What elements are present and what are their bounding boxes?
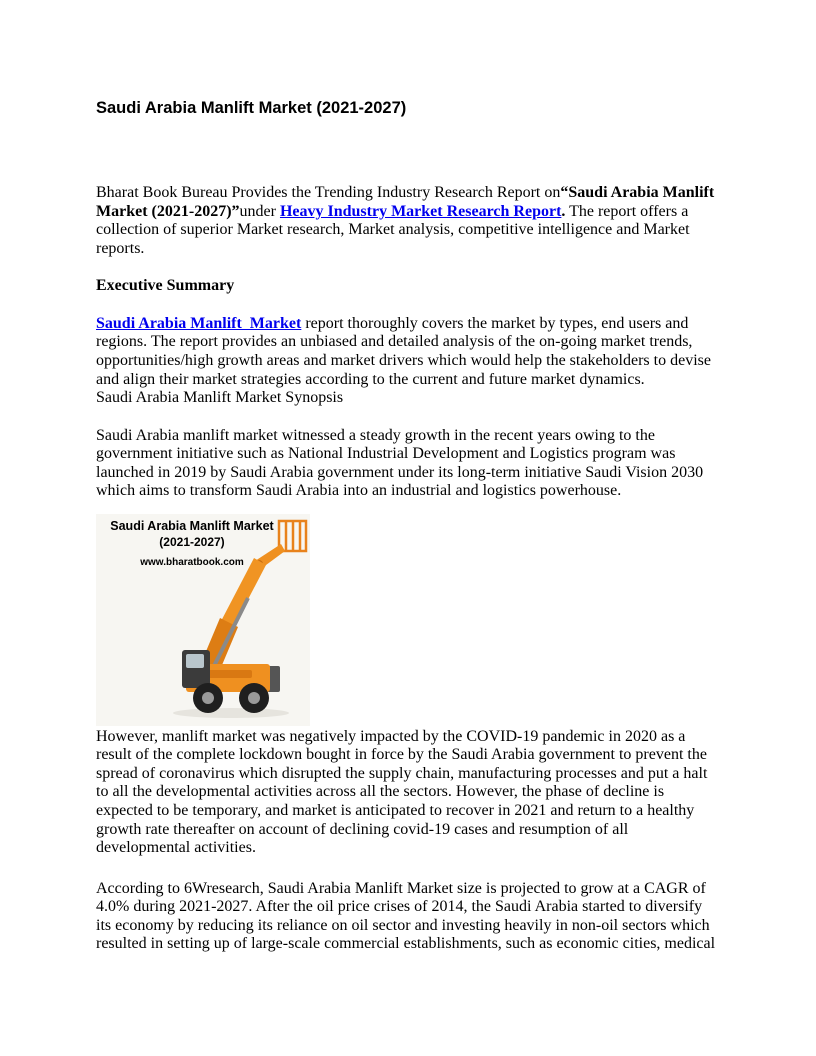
report-cover-image: [96, 514, 310, 726]
intro-text-3: The report offers a collection of superior Market research, Market analysis, competitive intelligence and Market reports.: [96, 202, 690, 257]
figure-years-line: (2021-2027): [159, 535, 225, 550]
intro-text-2: under: [239, 202, 280, 220]
figure-caption: [98, 519, 286, 569]
summary-paragraph: [96, 315, 720, 408]
summary-text: report thoroughly covers the market by types, end users and regions. The report provides an unbiased and detailed analysis of the on-going market trends, opportunities/high growth areas and market drivers which would help the stakeholders to devise and align their market strategies according to the current and future market dynamics.: [96, 314, 711, 388]
saudi-arabia-manlift-market-link[interactable]: Saudi Arabia Manlift Market: [96, 314, 302, 332]
growth-paragraph: Saudi Arabia manlift market witnessed a steady growth in the recent years owing to the government initiative such as National Industrial Development and Logistics program was launched in 2019 by Saudi Arabia government under its long-term initiative Saudi Vision 2030 which aims to transform Saudi Arabia into an industrial and logistics powerhouse.: [96, 426, 704, 500]
cagr-paragraph: According to 6Wresearch, Saudi Arabia Manlift Market size is projected to grow at a CAGR of 4.0% during 2021-2027. After the oil price crises of 2014, the Saudi Arabia started to diversify its economy by reducing its reliance on oil sector and investing heavily in non-oil sectors which resulted in setting up of large-scale commercial establishments, such as economic cities, medical: [96, 879, 716, 953]
intro-bold-report-name: “Saudi Arabia Manlift Market (2021-2027)”: [96, 184, 715, 220]
intro-paragraph: [96, 184, 720, 258]
synopsis-line: Saudi Arabia Manlift Market Synopsis: [96, 389, 344, 407]
page-title: Saudi Arabia Manlift Market (2021-2027): [96, 99, 407, 117]
heavy-industry-report-link[interactable]: Heavy Industry Market Research Report: [279, 202, 562, 220]
figure-title-line: Saudi Arabia Manlift Market: [110, 518, 274, 533]
executive-summary-heading: Executive Summary: [96, 277, 235, 295]
intro-text-1: Bharat Book Bureau Provides the Trending Industry Research Report on: [96, 184, 561, 202]
covid-paragraph: However, manlift market was negatively impacted by the COVID-19 pandemic in 2020 as a result of the complete lockdown bought in force by the Saudi Arabia government to prevent the spread of coronavirus which disrupted the supply chain, manufacturing processes and put a halt to all the developmental activities across all the sectors. However, the phase of decline is expected to be temporary, and market is anticipated to recover in 2021 and return to a healthy growth rate thereafter on account of declining covid-19 cases and resumption of all developmental activities.: [96, 727, 708, 857]
intro-bold-period: .: [561, 202, 566, 220]
figure-website-line: www.bharatbook.com: [140, 557, 244, 569]
